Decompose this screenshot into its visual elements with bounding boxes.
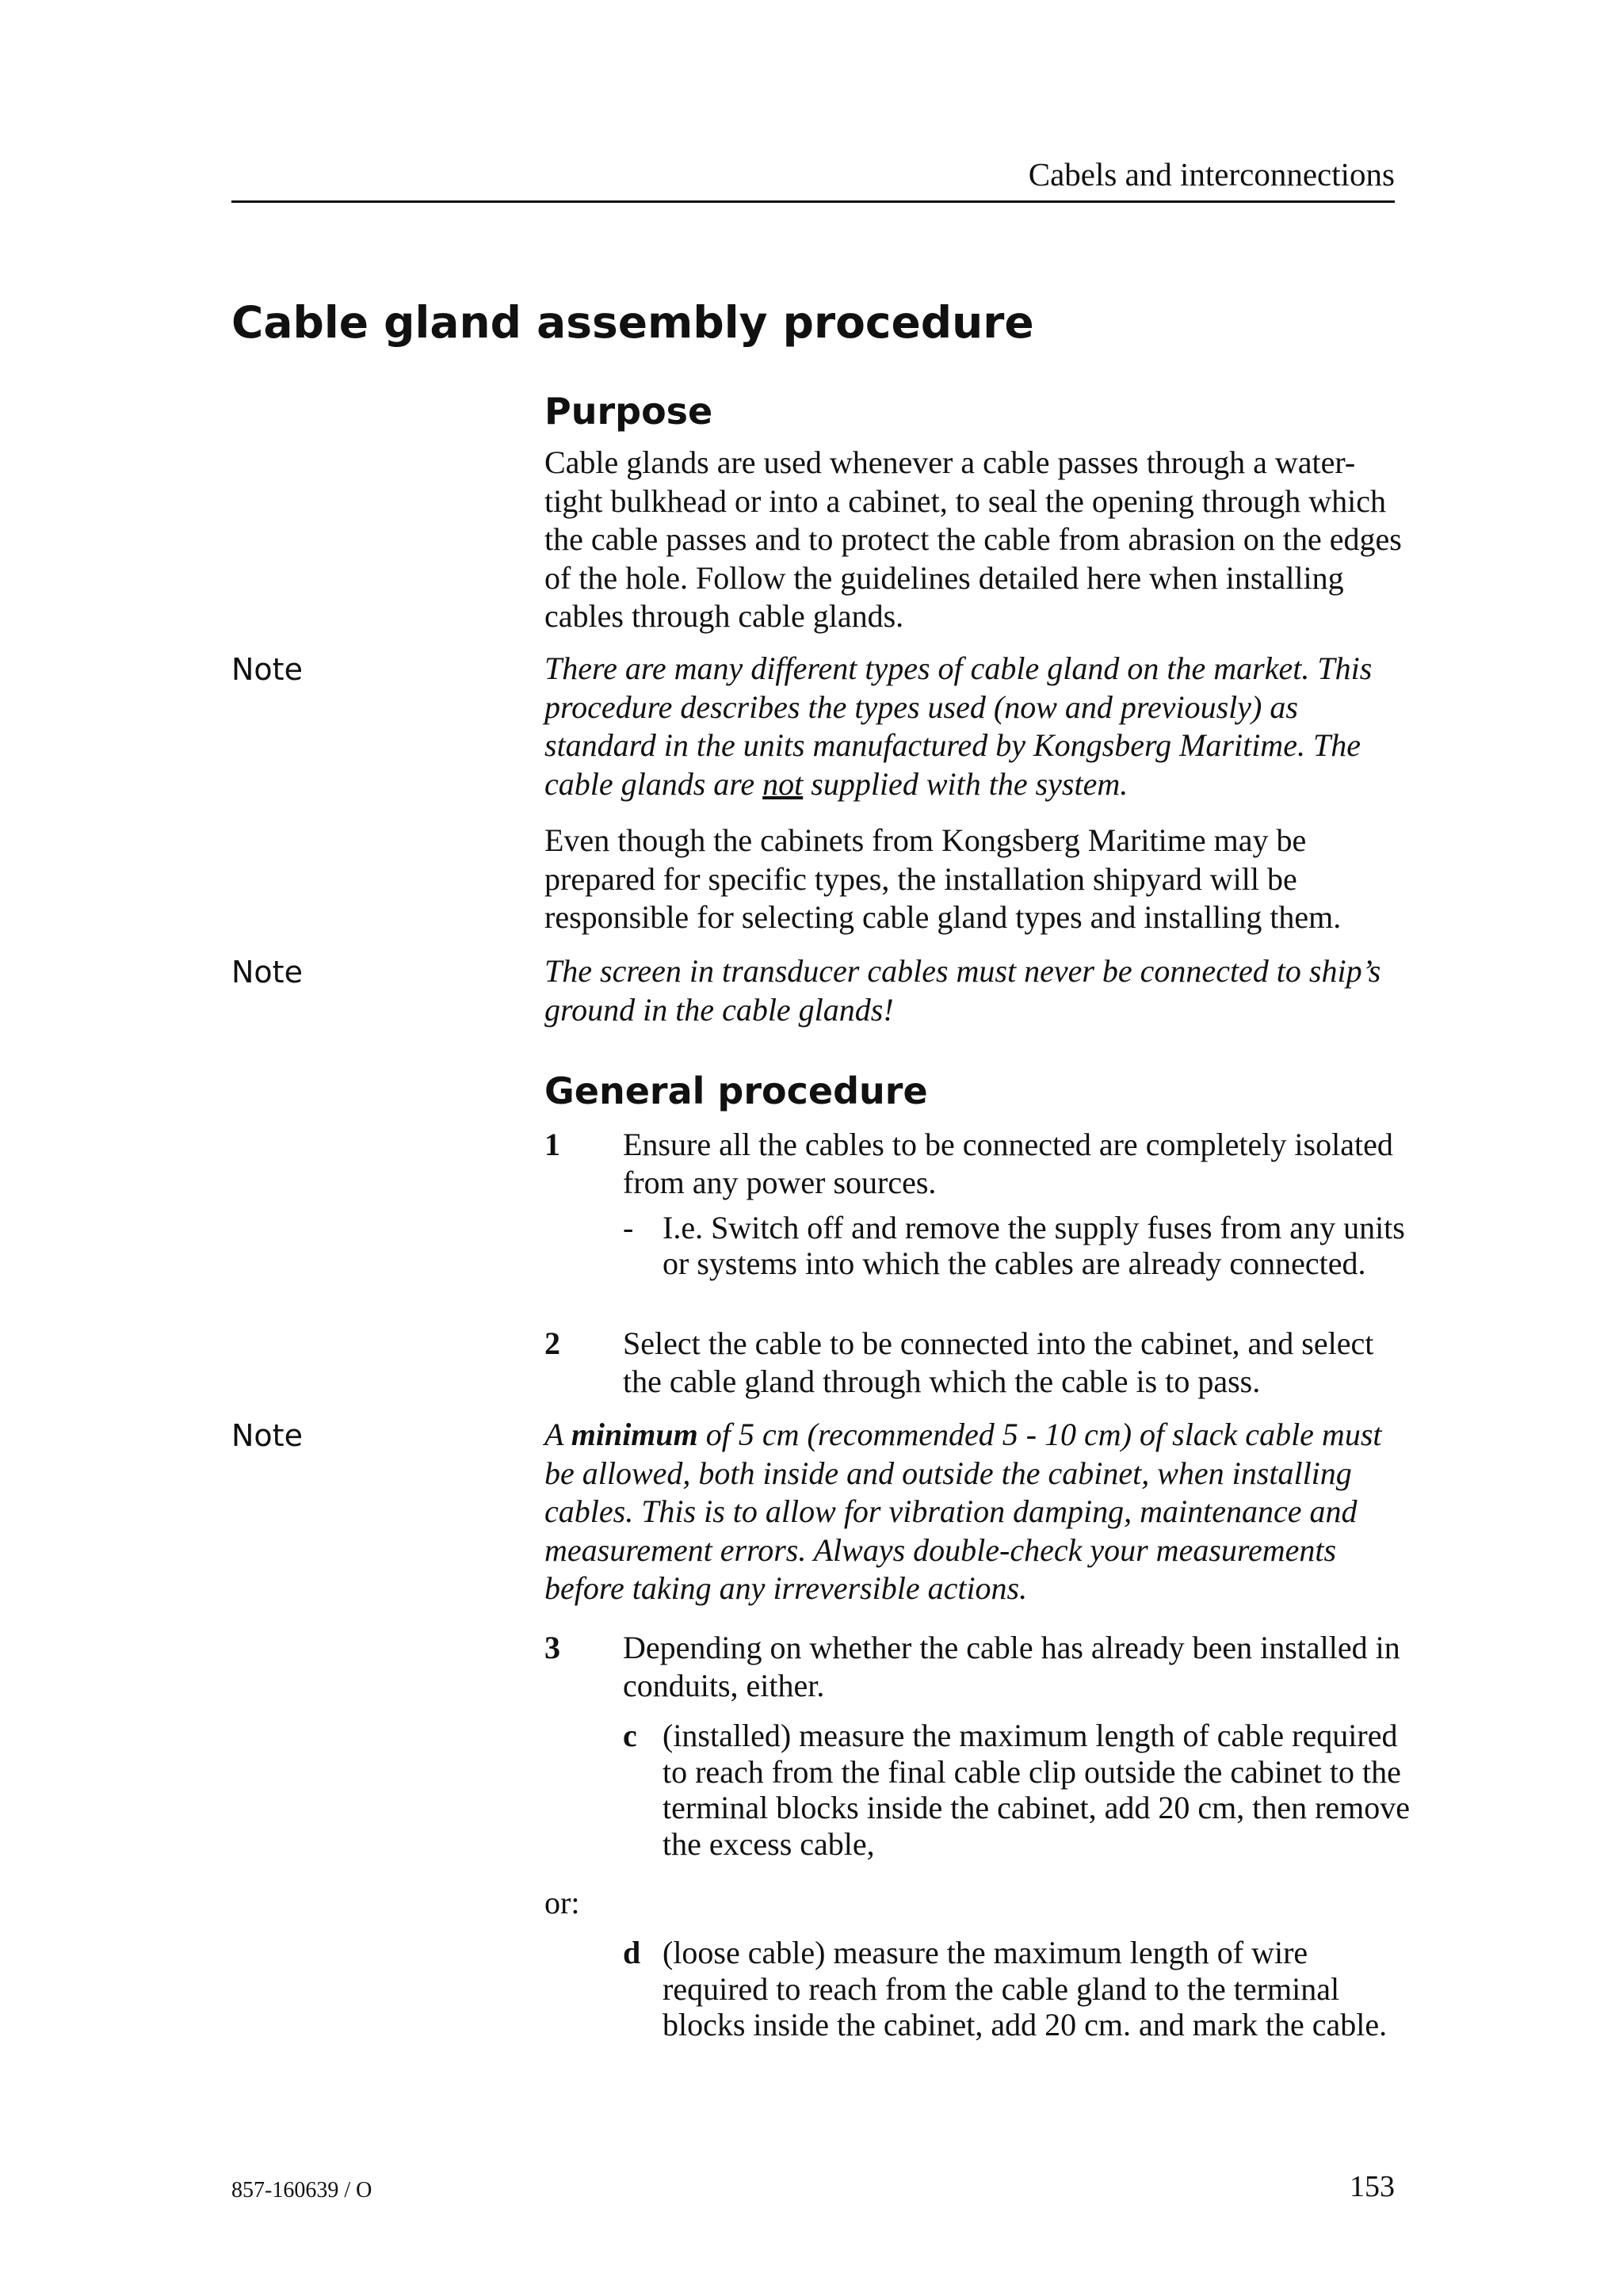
note-2-text: The screen in transducer cables must never be connected to ship’s ground in the cable glands!: [544, 953, 1381, 1028]
step-1-subtext: I.e. Switch off and remove the supply fuses from any units or systems into which the cables are already connected.: [663, 1210, 1405, 1281]
step-3-d-text: (loose cable) measure the maximum length of wire required to reach from the cable gland to the terminal blocks inside the cabinet, add 20 cm. and mark the cable.: [663, 1935, 1388, 2042]
step-2-number: 2: [544, 1325, 560, 1361]
step-2-text: Select the cable to be connected into the cabinet, and select the cable gland through which the cable is to pass.: [623, 1325, 1374, 1399]
step-3-d-mark: d: [623, 1935, 641, 1970]
or-connector: or:: [544, 1885, 580, 1920]
note-3-text: A minimum of 5 cm (recommended 5 - 10 cm) of slack cable must be allowed, both inside and outside the cabinet, when installing cables. This is to allow for vibration damping, maintenance and measurement errors. Always double-check your measurements before taking any irreversible actions.: [544, 1417, 1382, 1606]
note-label-2: Note: [231, 955, 303, 990]
step-1-text: Ensure all the cables to be connected are completely isolated from any power sources.: [623, 1127, 1393, 1200]
page-title: Cable gland assembly procedure: [231, 297, 1034, 348]
cabinets-paragraph: Even though the cabinets from Kongsberg Maritime may be prepared for specific types, the installation shipyard will be responsible for selecting cable gland types and installing them.: [544, 822, 1342, 935]
note-label-3: Note: [231, 1418, 303, 1453]
step-3-text: Depending on whether the cable has already been installed in conduits, either.: [623, 1630, 1400, 1703]
note-label-1: Note: [231, 652, 303, 687]
document-id: 857-160639 / O: [231, 2178, 372, 2203]
header-rule: [231, 200, 1395, 203]
page-number: 153: [1350, 2170, 1395, 2203]
purpose-paragraph: Cable glands are used whenever a cable passes through a water-tight bulkhead or into a cabinet, to seal the opening through which the cable passes and to protect the cable from abrasion on the edges of the hole. Follow the guidelines detailed here when installing cables through cable glands.: [544, 444, 1402, 634]
underlined-not: not: [762, 765, 804, 802]
step-3-number: 3: [544, 1630, 560, 1665]
minimum-emphasis: minimum: [571, 1417, 698, 1452]
step-3-c-text: (installed) measure the maximum length of cable required to reach from the final cable clip outside the cabinet to the terminal blocks inside the cabinet, add 20 cm, then remove the excess cable,: [663, 1718, 1411, 1862]
step-1-number: 1: [544, 1127, 560, 1162]
step-1-dash: -: [623, 1210, 634, 1245]
note-1-text: There are many different types of cable gland on the market. This procedure describes the types used (now and previously) as standard in the units manufactured by Kongsberg Maritime. The cable glands are not supplied with the system.: [544, 650, 1373, 802]
running-header: Cabels and interconnections: [1028, 156, 1395, 193]
purpose-heading: Purpose: [544, 390, 713, 433]
step-3-c-mark: c: [623, 1718, 637, 1753]
general-procedure-heading: General procedure: [544, 1070, 928, 1112]
